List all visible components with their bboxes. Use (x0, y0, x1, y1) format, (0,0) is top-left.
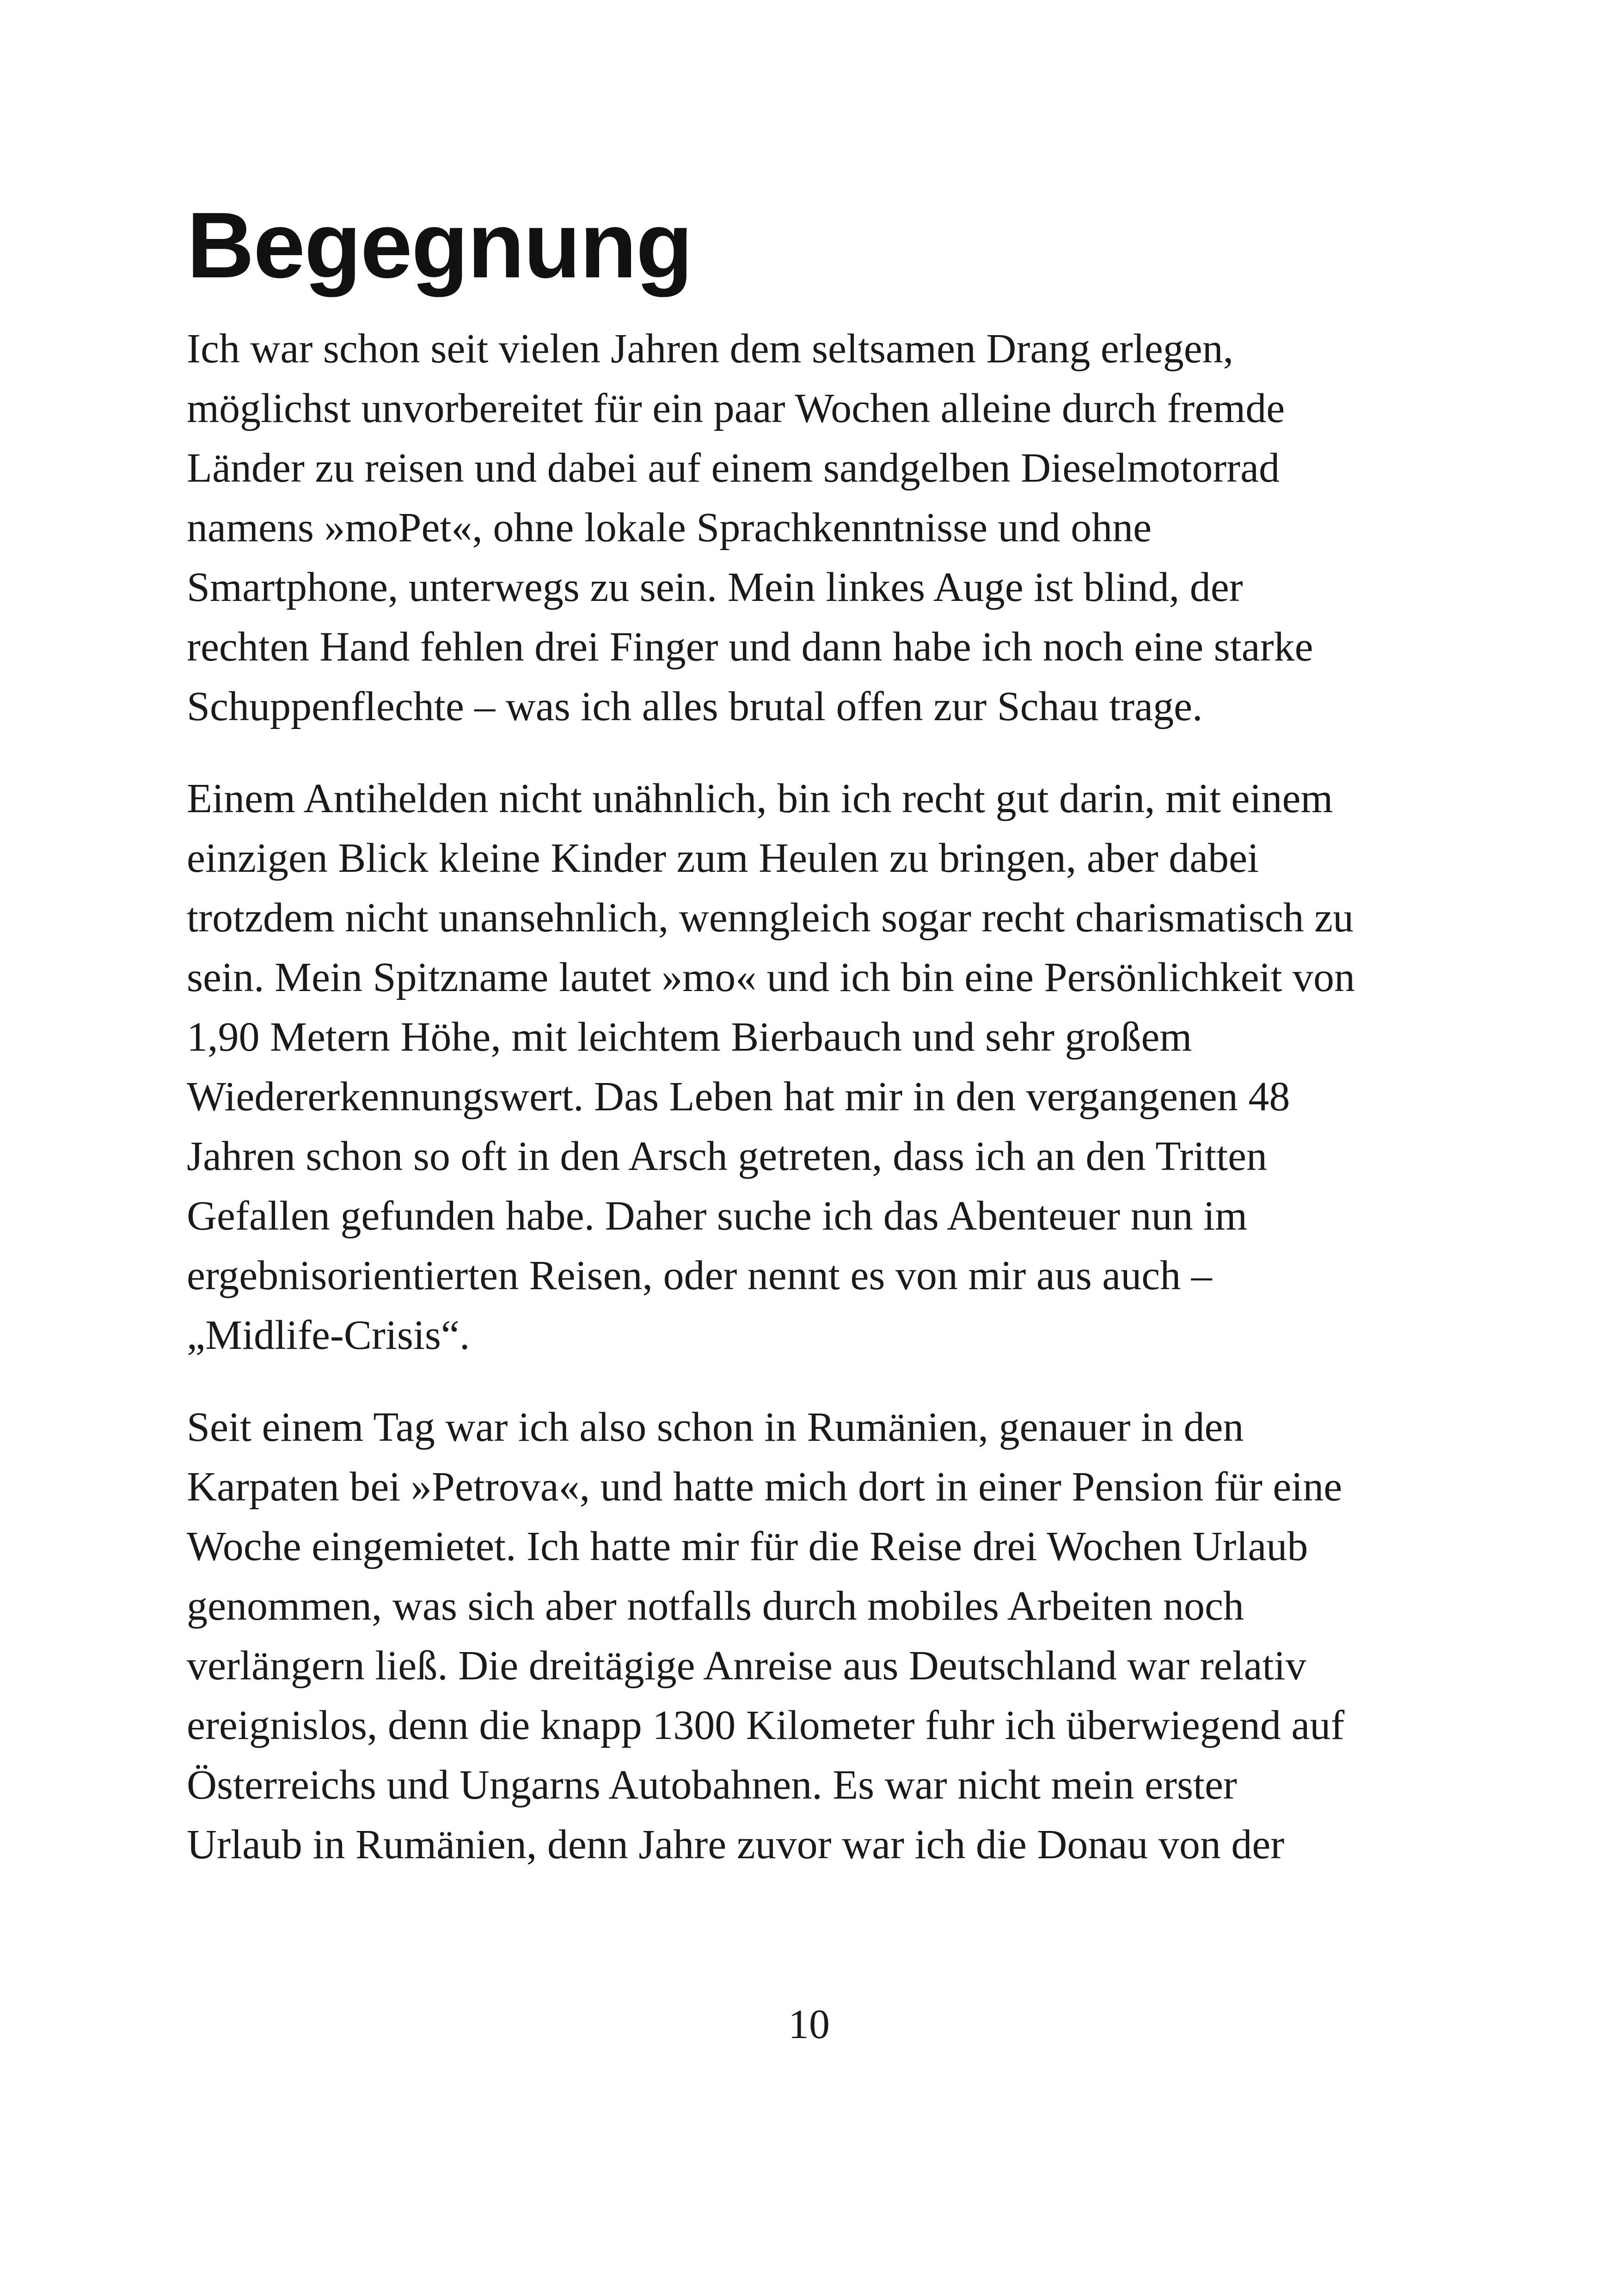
text-line: Österreichs und Ungarns Autobahnen. Es war nicht mein erster (187, 1762, 1237, 1808)
text-line: rechten Hand fehlen drei Finger und dann habe ich noch eine starke (187, 624, 1313, 670)
text-line: einzigen Blick kleine Kinder zum Heulen zu bringen, aber dabei (187, 835, 1259, 881)
text-line: Länder zu reisen und dabei auf einem sandgelben Dieselmotorrad (187, 445, 1280, 491)
text-line: namens »moPet«, ohne lokale Sprachkenntnisse und ohne (187, 505, 1152, 551)
text-line: sein. Mein Spitzname lautet »mo« und ich bin eine Persönlichkeit von (187, 955, 1355, 1000)
text-line: ereignislos, denn die knapp 1300 Kilometer fuhr ich überwiegend auf (187, 1702, 1345, 1748)
text-line: verlängern ließ. Die dreitägige Anreise aus Deutschland war relativ (187, 1643, 1306, 1689)
text-line: Seit einem Tag war ich also schon in Rumänien, genauer in den (187, 1404, 1244, 1450)
text-line: Ich war schon seit vielen Jahren dem seltsamen Drang erlegen, (187, 326, 1234, 372)
text-line: Einem Antihelden nicht unähnlich, bin ich recht gut darin, mit einem (187, 776, 1333, 821)
text-line: Wiedererkennungswert. Das Leben hat mir in den vergangenen 48 (187, 1074, 1290, 1120)
text-line: genommen, was sich aber notfalls durch mobiles Arbeiten noch (187, 1583, 1244, 1629)
text-line: Woche eingemietet. Ich hatte mir für die Reise drei Wochen Urlaub (187, 1524, 1308, 1569)
text-line: Urlaub in Rumänien, denn Jahre zuvor war ich die Donau von der (187, 1822, 1285, 1867)
paragraph (187, 1397, 1463, 1874)
text-line: 1,90 Metern Höhe, mit leichtem Bierbauch und sehr großem (187, 1014, 1192, 1060)
paragraph (187, 769, 1463, 1365)
text-line: Gefallen gefunden habe. Daher suche ich das Abenteuer nun im (187, 1193, 1248, 1239)
text-line: „Midlife-Crisis“. (187, 1312, 470, 1358)
text-line: Smartphone, unterwegs zu sein. Mein linkes Auge ist blind, der (187, 564, 1243, 610)
chapter-title: Begegnung (187, 193, 692, 297)
page-number: 10 (788, 2002, 830, 2047)
text-line: Schuppenflechte – was ich alles brutal offen zur Schau trage. (187, 684, 1203, 729)
chapter-body (187, 319, 1463, 1907)
paragraph (187, 319, 1463, 736)
text-line: ergebnisorientierten Reisen, oder nennt es von mir aus auch – (187, 1253, 1212, 1298)
text-line: trotzdem nicht unansehnlich, wenngleich sogar recht charismatisch zu (187, 895, 1354, 941)
text-line: Karpaten bei »Petrova«, und hatte mich dort in einer Pension für eine (187, 1464, 1342, 1510)
text-line: möglichst unvorbereitet für ein paar Wochen alleine durch fremde (187, 386, 1285, 431)
text-line: Jahren schon so oft in den Arsch getreten, dass ich an den Tritten (187, 1133, 1268, 1179)
